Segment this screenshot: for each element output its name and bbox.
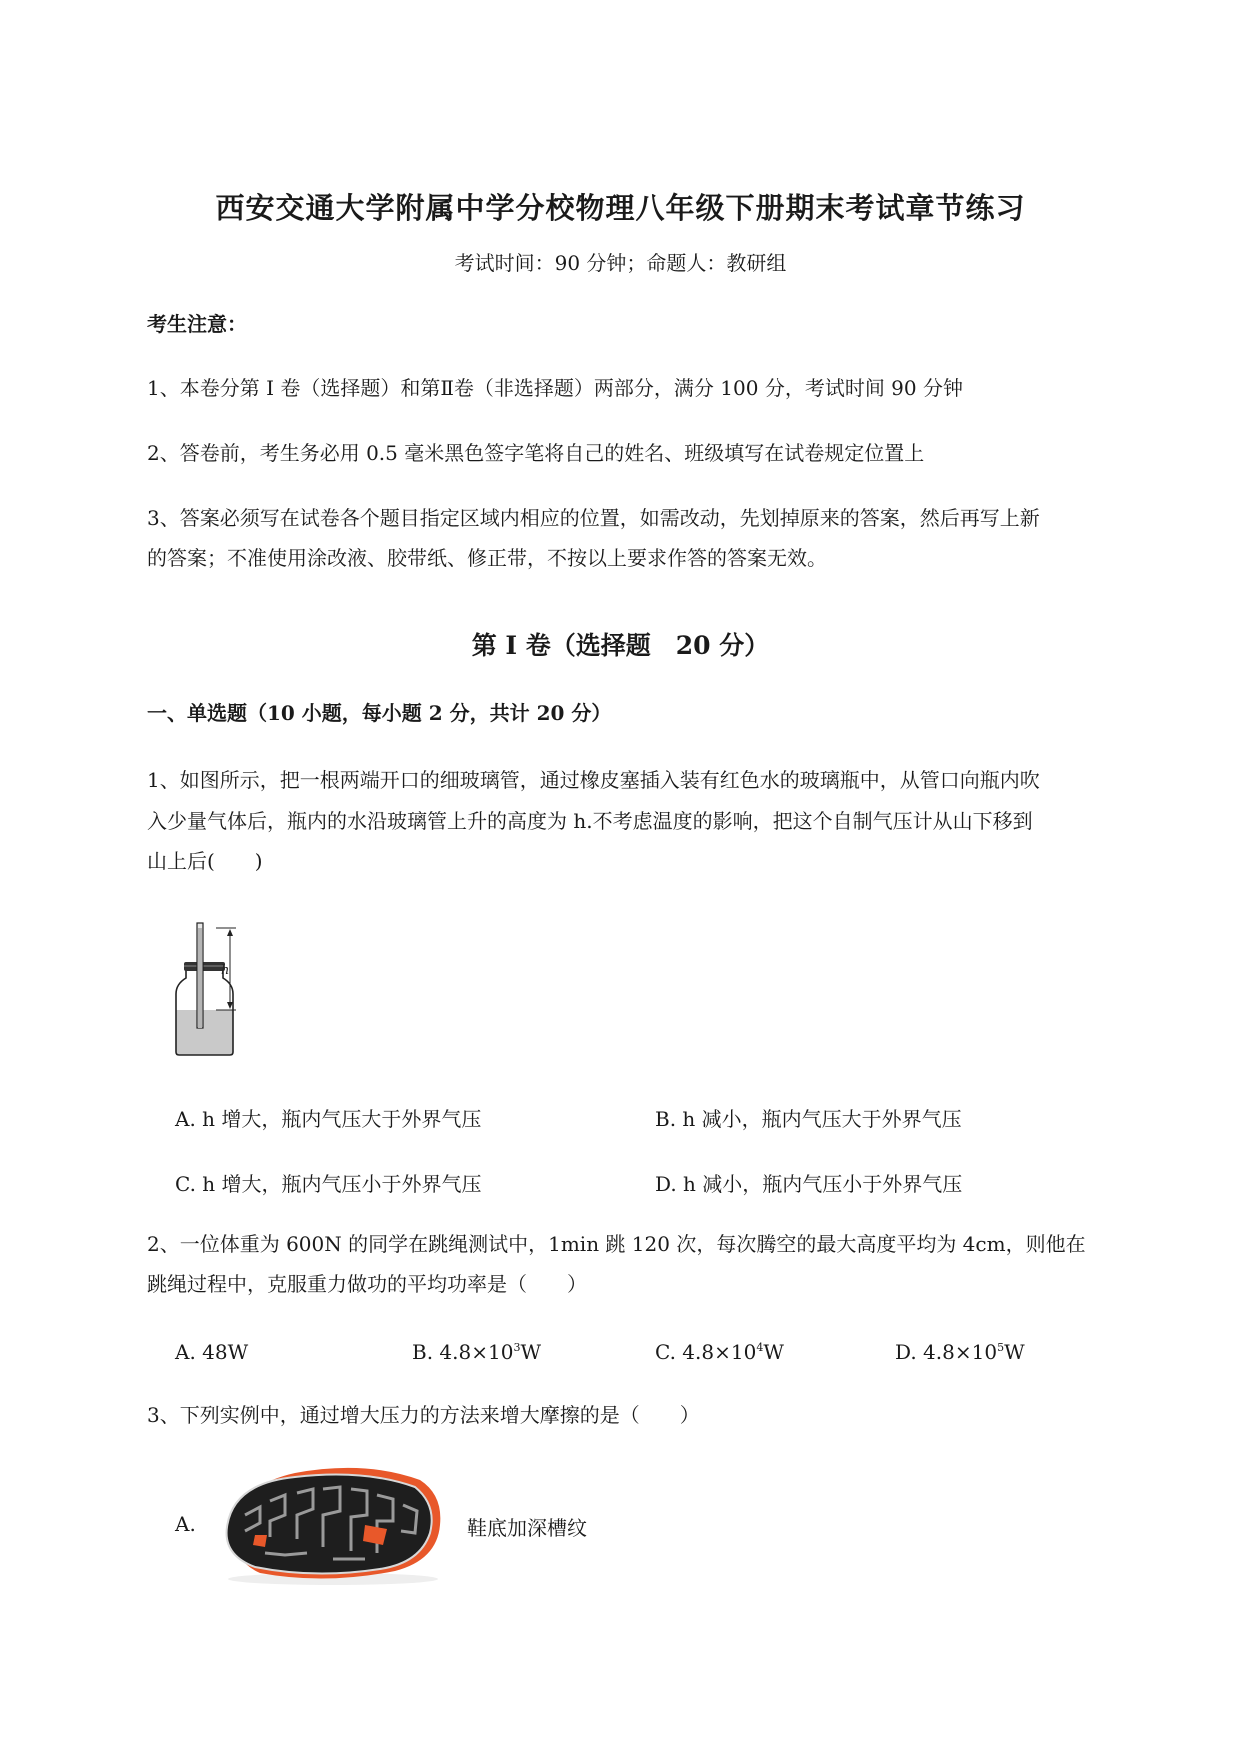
height-label: h [221, 963, 230, 978]
q1-option-b: B. h 减小，瓶内气压大于外界气压 [655, 1107, 962, 1131]
notice-item-2: 2、答卷前，考生务必用 0.5 毫米黑色签字笔将自己的姓名、班级填写在试卷规定位置上 [147, 441, 925, 465]
notice-item-3-cont: 的答案；不准使用涂改液、胶带纸、修正带，不按以上要求作答的答案无效。 [147, 546, 827, 570]
q2-option-a: A. 48W [175, 1340, 249, 1364]
q1-option-d: D. h 减小，瓶内气压小于外界气压 [655, 1172, 963, 1196]
q3-option-a-letter: A. [175, 1512, 196, 1536]
exam-info: 考试时间：90 分钟；命题人：教研组 [454, 251, 787, 275]
q1-option-a: A. h 增大，瓶内气压大于外界气压 [175, 1107, 482, 1131]
q1-line-3: 山上后( ) [147, 849, 263, 873]
tube-water [198, 928, 202, 1028]
section-title: 第 I 卷（选择题 20 分） [471, 631, 770, 660]
barometer-bottle-figure [168, 918, 268, 1058]
bottle-water [176, 1010, 233, 1055]
q1-option-c: C. h 增大，瓶内气压小于外界气压 [175, 1172, 482, 1196]
notice-item-1: 1、本卷分第 I 卷（选择题）和第Ⅱ卷（非选择题）两部分，满分 100 分，考试时间 90 分钟 [147, 376, 963, 400]
q3-stem: 3、下列实例中，通过增大压力的方法来增大摩擦的是（ ） [147, 1403, 700, 1427]
q1-line-1: 1、如图所示，把一根两端开口的细玻璃管，通过橡皮塞插入装有红色水的玻璃瓶中，从管口向瓶内吹 [147, 768, 1040, 792]
q2-option-c: C. $4.8\times 10^4W$ [655, 1340, 784, 1364]
page-title: 西安交通大学附属中学分校物理八年级下册期末考试章节练习 [215, 191, 1026, 225]
shoe-sole-image [215, 1455, 455, 1590]
notice-heading: 考生注意： [147, 312, 247, 336]
q2-option-b: B. $4.8\times 10^3W$ [412, 1340, 541, 1364]
q2-option-d: D. $4.8\times 10^5W$ [895, 1340, 1025, 1364]
q2-line-2: 跳绳过程中，克服重力做功的平均功率是（ ） [147, 1272, 587, 1296]
q3-option-a-text: 鞋底加深槽纹 [467, 1516, 587, 1540]
notice-item-3: 3、答案必须写在试卷各个题目指定区域内相应的位置，如需改动，先划掉原来的答案，然后再写上新 [147, 506, 1040, 530]
q2-line-1: 2、一位体重为 600N 的同学在跳绳测试中，1min 跳 120 次，每次腾空的最大高度平均为 4cm，则他在 [147, 1232, 1086, 1256]
part-heading: 一、单选题（10 小题，每小题 2 分，共计 20 分） [147, 701, 612, 725]
q1-line-2: 入少量气体后，瓶内的水沿玻璃管上升的高度为 h.不考虑温度的影响，把这个自制气压计从山下移到 [147, 809, 1033, 833]
